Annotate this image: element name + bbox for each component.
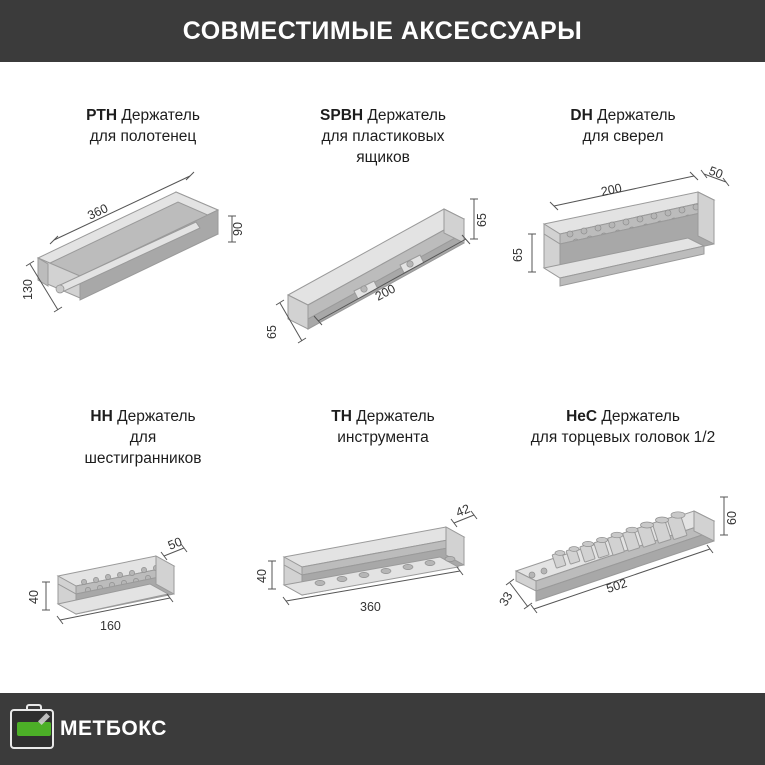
accessory-caption-spbh (258, 106, 508, 169)
dim-spbh-65b: 65 (265, 324, 279, 339)
dim-hec-502: 502 (604, 575, 629, 596)
accessory-card-dh (498, 106, 748, 323)
accessory-caption-hec (498, 407, 748, 449)
toolbox-band (17, 722, 51, 736)
accessory-code-th: TH (331, 408, 352, 425)
accessory-grid (0, 62, 765, 693)
accessory-caption-hh (18, 407, 268, 470)
accessory-drawing-hh (18, 470, 268, 645)
accessory-name-spbh-line1: Держатель (367, 107, 446, 124)
dim-pth-360: 360 (85, 201, 111, 223)
accessory-name-hh-line1: Держатель (117, 408, 196, 425)
accessory-code-dh: DH (570, 107, 593, 124)
accessory-name-hec-line2: для торцевых головок 1/2 (530, 428, 716, 446)
dim-pth-90: 90 (231, 221, 245, 236)
accessory-card-hec (498, 407, 748, 624)
accessory-code-hec: HeC (566, 408, 598, 425)
accessory-drawing-dh (498, 148, 748, 323)
dim-dh-65: 65 (511, 247, 525, 262)
dim-dh-200: 200 (599, 180, 624, 199)
accessory-name-th-line1: Держатель (356, 408, 435, 425)
accessory-code-hh: HH (90, 408, 113, 425)
dim-pth-130: 130 (21, 278, 35, 300)
accessory-code-spbh: SPBH (320, 107, 364, 124)
brand-name: МЕТБОКС (60, 717, 167, 740)
dim-spbh-65: 65 (475, 212, 489, 227)
dim-dh-50: 50 (706, 163, 725, 182)
dim-spbh-200: 200 (372, 281, 398, 304)
dim-hec-33: 33 (496, 589, 516, 609)
accessory-caption-pth (18, 106, 268, 148)
accessory-code-pth: PTH (86, 107, 118, 124)
accessory-caption-dh (498, 106, 748, 148)
page-header (0, 0, 765, 62)
brand-logo (10, 701, 170, 757)
accessory-drawing-spbh (258, 169, 508, 344)
accessory-name-dh-line2: для сверел (582, 127, 664, 145)
accessory-name-hec-line1: Держатель (601, 408, 680, 425)
accessory-card-spbh (258, 106, 508, 344)
accessory-name-pth-line2: для полотенец (89, 127, 197, 145)
dim-hh-160: 160 (100, 618, 121, 633)
accessory-card-th (255, 407, 508, 624)
dim-hh-50: 50 (165, 534, 185, 553)
accessory-drawing-pth (18, 148, 268, 323)
dim-hh-40: 40 (27, 589, 41, 604)
accessory-name-dh-line1: Держатель (597, 107, 676, 124)
accessory-name-spbh-line2: для пластиковых (321, 127, 445, 145)
accessory-name-pth-line1: Держатель (121, 107, 200, 124)
dim-th-360: 360 (360, 599, 381, 614)
dim-hec-60: 60 (725, 510, 739, 525)
page-title: СОВМЕСТИМЫЕ АКСЕССУАРЫ (182, 16, 583, 45)
accessory-drawing-hec (498, 449, 748, 624)
dim-th-42: 42 (453, 501, 473, 520)
accessory-card-hh (18, 407, 268, 645)
accessory-drawing-th (255, 449, 508, 624)
toolbox-icon (10, 709, 54, 749)
accessory-name-hh-line3: шестигранников (84, 449, 202, 467)
accessory-name-th-line2: инструмента (337, 428, 429, 446)
accessory-name-spbh-line3: ящиков (356, 148, 410, 166)
page-footer (0, 693, 765, 765)
toolbox-handle-icon (26, 704, 42, 711)
accessory-card-pth (18, 106, 268, 323)
dim-th-40: 40 (255, 568, 269, 583)
accessory-caption-th (258, 407, 508, 449)
accessory-name-hh-line2: для (129, 428, 157, 446)
